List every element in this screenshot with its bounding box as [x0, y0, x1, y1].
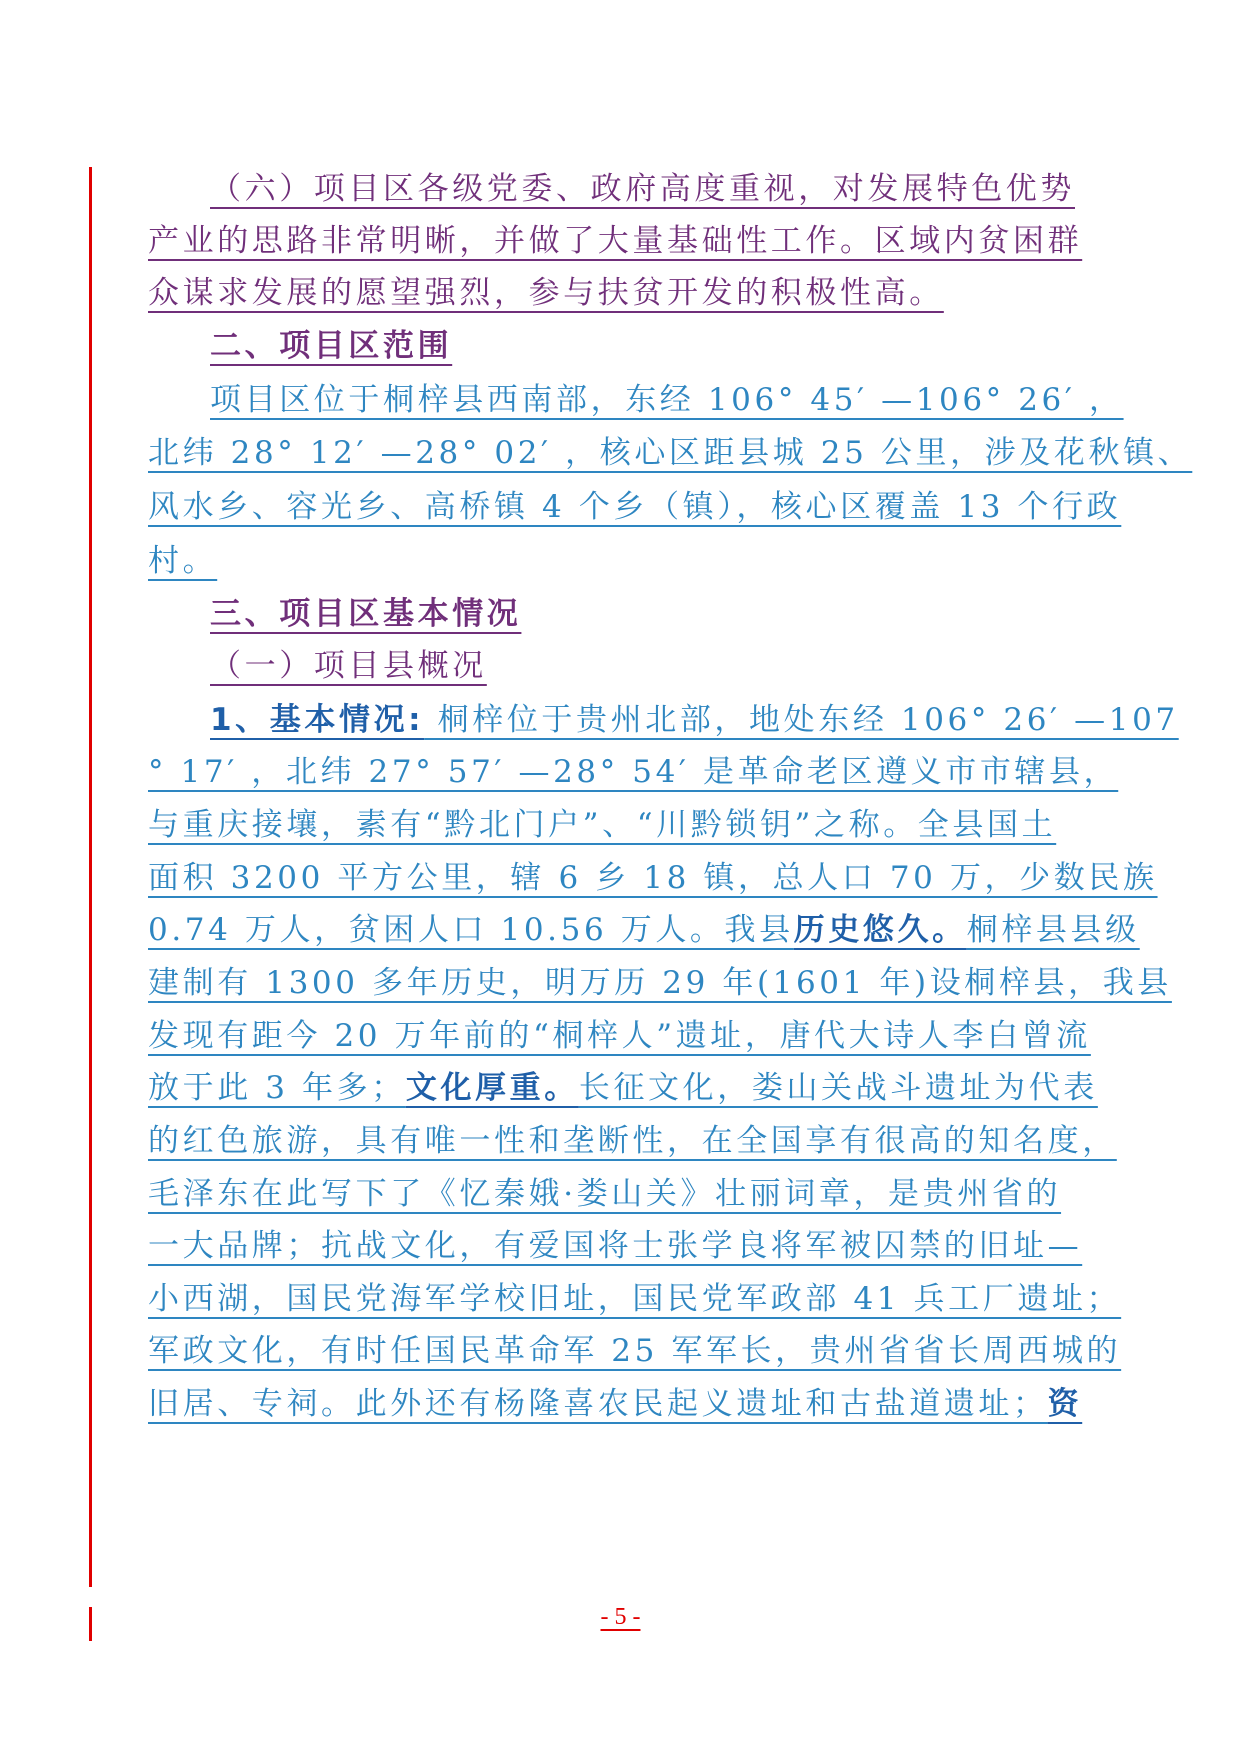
basic-line: 放于此 3 年多；文化厚重。长征文化，娄山关战斗遗址为代表 — [148, 1070, 1098, 1106]
basic-line: 军政文化，有时任国民革命军 25 军军长，贵州省省长周西城的 — [148, 1333, 1122, 1369]
basic-line: 与重庆接壤，素有“黔北门户”、“川黔锁钥”之称。全县国土 — [148, 807, 1057, 843]
basic-line: 的红色旅游，具有唯一性和垄断性，在全国享有很高的知名度， — [148, 1123, 1117, 1159]
basic-line: 小西湖，国民党海军学校旧址，国民党军政部 41 兵工厂遗址； — [148, 1281, 1122, 1317]
section2-line: 村。 — [148, 543, 218, 579]
basic-line: 1、基本情况: 桐梓位于贵州北部，地处东经 106° 26′ —107 — [210, 702, 1179, 738]
section2-line: 项目区位于桐梓县西南部，东经 106° 45′ —106° 26′ ， — [210, 382, 1124, 418]
para6-line: （六）项目区各级党委、政府高度重视，对发展特色优势 — [210, 171, 1075, 207]
section2-line: 风水乡、容光乡、高桥镇 4 个乡（镇），核心区覆盖 13 个行政 — [148, 489, 1122, 525]
para6-line: 众谋求发展的愿望强烈，参与扶贫开发的积极性高。 — [148, 275, 944, 311]
basic-line: 毛泽东在此写下了《忆秦娥·娄山关》壮丽词章，是贵州省的 — [148, 1176, 1062, 1212]
basic-line: 0.74 万人，贫困人口 10.56 万人。我县历史悠久。桐梓县县级 — [148, 912, 1140, 948]
page-number: - 5 - — [600, 1604, 641, 1630]
subsection-heading: （一）项目县概况 — [210, 648, 487, 684]
emphasis: 资 — [1047, 1386, 1083, 1422]
basic-label: 1、基本情况: — [210, 702, 425, 738]
revision-bar — [89, 167, 92, 1587]
section2-line: 北纬 28° 12′ —28° 02′ ，核心区距县城 25 公里，涉及花秋镇、 — [148, 435, 1193, 471]
basic-line: 面积 3200 平方公里，辖 6 乡 18 镇，总人口 70 万，少数民族 — [148, 860, 1158, 896]
emphasis: 历史悠久。 — [793, 912, 967, 948]
basic-line: ° 17′ ，北纬 27° 57′ —28° 54′ 是革命老区遵义市市辖县， — [148, 754, 1119, 790]
para6-line: 产业的思路非常明晰，并做了大量基础性工作。区域内贫困群 — [148, 223, 1083, 259]
section-heading: 二、项目区范围 — [210, 328, 453, 364]
section-heading: 三、项目区基本情况 — [210, 596, 522, 632]
basic-line: 旧居、专祠。此外还有杨隆喜农民起义遗址和古盐道遗址；资 — [148, 1386, 1083, 1422]
emphasis: 文化厚重。 — [405, 1070, 579, 1106]
basic-line: 发现有距今 20 万年前的“桐梓人”遗址，唐代大诗人李白曾流 — [148, 1018, 1091, 1054]
basic-line: 一大品牌；抗战文化，有爱国将士张学良将军被囚禁的旧址— — [148, 1228, 1083, 1264]
basic-line: 建制有 1300 多年历史，明万历 29 年(1601 年)设桐梓县，我县 — [148, 965, 1172, 1001]
